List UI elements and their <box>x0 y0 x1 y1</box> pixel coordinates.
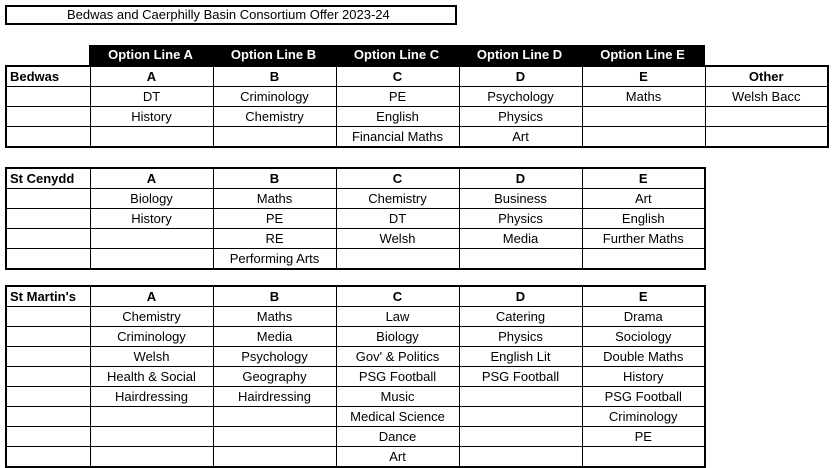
subject-cell: Health & Social <box>90 367 213 387</box>
subject-cell: History <box>582 367 705 387</box>
subject-cell: PE <box>336 87 459 107</box>
subject-cell: Catering <box>459 307 582 327</box>
table-row <box>6 447 705 468</box>
subject-cell: English <box>582 209 705 229</box>
subject-cell: Criminology <box>90 327 213 347</box>
subject-cell: Biology <box>90 189 213 209</box>
subject-cell <box>90 427 213 447</box>
subject-cell: History <box>90 209 213 229</box>
column-header: C <box>336 66 459 87</box>
subject-cell: PSG Football <box>582 387 705 407</box>
subject-cell: Drama <box>582 307 705 327</box>
subject-cell: Chemistry <box>213 107 336 127</box>
subject-cell: Art <box>336 447 459 468</box>
subject-cell <box>459 407 582 427</box>
subject-cell: Psychology <box>459 87 582 107</box>
subject-cell: Criminology <box>213 87 336 107</box>
subject-cell: History <box>90 107 213 127</box>
subject-cell <box>459 387 582 407</box>
table-row <box>6 229 705 249</box>
subject-cell: DT <box>336 209 459 229</box>
subject-cell: DT <box>90 87 213 107</box>
row-label-cell <box>6 347 90 367</box>
subject-cell: English <box>336 107 459 127</box>
subject-cell: Chemistry <box>90 307 213 327</box>
row-label-cell <box>6 447 90 468</box>
subject-cell <box>90 249 213 270</box>
subject-cell: Business <box>459 189 582 209</box>
column-header: D <box>459 66 582 87</box>
table-row <box>6 249 705 270</box>
column-header: E <box>582 66 705 87</box>
table-row <box>6 347 705 367</box>
subject-cell: Psychology <box>213 347 336 367</box>
subject-cell: PE <box>582 427 705 447</box>
subject-cell: Chemistry <box>336 189 459 209</box>
st-cenydd-table <box>5 167 706 270</box>
subject-cell <box>90 127 213 148</box>
row-label-cell <box>6 327 90 347</box>
subject-cell: Physics <box>459 209 582 229</box>
subject-cell <box>582 447 705 468</box>
column-header: A <box>90 66 213 87</box>
subject-cell: Sociology <box>582 327 705 347</box>
subject-cell: Art <box>459 127 582 148</box>
subject-cell: Maths <box>213 189 336 209</box>
subject-cell <box>705 127 828 148</box>
subject-cell: Media <box>213 327 336 347</box>
subject-cell <box>213 407 336 427</box>
table-row <box>6 367 705 387</box>
document-title: Bedwas and Caerphilly Basin Consortium Offer 2023-24 <box>5 5 457 25</box>
subject-cell <box>90 229 213 249</box>
row-label-cell <box>6 427 90 447</box>
row-label-cell <box>6 367 90 387</box>
column-header: Other <box>705 66 828 87</box>
subject-cell <box>213 447 336 468</box>
table-row <box>6 107 828 127</box>
subject-cell <box>90 447 213 468</box>
row-label-cell <box>6 407 90 427</box>
subject-cell <box>582 107 705 127</box>
column-header: C <box>336 286 459 307</box>
subject-cell <box>582 127 705 148</box>
table-row <box>6 189 705 209</box>
subject-cell: Dance <box>336 427 459 447</box>
subject-cell: Performing Arts <box>213 249 336 270</box>
table-row <box>6 407 705 427</box>
subject-cell <box>213 427 336 447</box>
column-header: B <box>213 66 336 87</box>
subject-cell <box>90 407 213 427</box>
subject-cell <box>336 249 459 270</box>
column-header: A <box>90 286 213 307</box>
subject-cell: Physics <box>459 327 582 347</box>
subject-cell <box>459 249 582 270</box>
row-label-cell <box>6 307 90 327</box>
column-header: A <box>90 168 213 189</box>
subject-cell: Welsh <box>90 347 213 367</box>
st-martins-table <box>5 285 706 468</box>
subject-cell: Hairdressing <box>213 387 336 407</box>
subject-cell: Art <box>582 189 705 209</box>
table-row <box>6 307 705 327</box>
subject-cell: Welsh Bacc <box>705 87 828 107</box>
option-line-a: Option Line A <box>108 47 193 62</box>
table-row <box>6 387 705 407</box>
option-line-d: Option Line D <box>476 47 563 62</box>
row-label-cell <box>6 209 90 229</box>
option-line-c: Option Line C <box>353 47 440 62</box>
column-header: D <box>459 286 582 307</box>
column-header: C <box>336 168 459 189</box>
subject-cell: Welsh <box>336 229 459 249</box>
subject-cell: Gov' & Politics <box>336 347 459 367</box>
subject-cell: Music <box>336 387 459 407</box>
option-line-e: Option Line E <box>600 47 685 62</box>
school-header-row <box>6 286 705 307</box>
subject-cell: Hairdressing <box>90 387 213 407</box>
subject-cell: Maths <box>213 307 336 327</box>
subject-cell <box>459 447 582 468</box>
subject-cell: Physics <box>459 107 582 127</box>
subject-cell: Further Maths <box>582 229 705 249</box>
school-header-row <box>6 168 705 189</box>
school-name: Bedwas <box>6 66 90 87</box>
row-label-cell <box>6 189 90 209</box>
subject-cell: Maths <box>582 87 705 107</box>
subject-cell: Law <box>336 307 459 327</box>
subject-cell: Criminology <box>582 407 705 427</box>
subject-cell: RE <box>213 229 336 249</box>
bedwas-table <box>5 65 829 148</box>
subject-cell: Financial Maths <box>336 127 459 148</box>
subject-cell: Double Maths <box>582 347 705 367</box>
school-header-row <box>6 66 828 87</box>
row-label-cell <box>6 107 90 127</box>
subject-cell: Geography <box>213 367 336 387</box>
column-header: B <box>213 286 336 307</box>
subject-cell: PSG Football <box>336 367 459 387</box>
subject-cell <box>459 427 582 447</box>
row-label-cell <box>6 387 90 407</box>
table-row <box>6 127 828 148</box>
school-name: St Martin's <box>6 286 90 307</box>
table-row <box>6 209 705 229</box>
subject-cell: English Lit <box>459 347 582 367</box>
school-name: St Cenydd <box>6 168 90 189</box>
row-label-cell <box>6 249 90 270</box>
option-line-header <box>89 45 705 65</box>
table-row <box>6 87 828 107</box>
subject-cell: Biology <box>336 327 459 347</box>
row-label-cell <box>6 87 90 107</box>
column-header: D <box>459 168 582 189</box>
subject-cell: PE <box>213 209 336 229</box>
column-header: B <box>213 168 336 189</box>
subject-cell: Medical Science <box>336 407 459 427</box>
subject-cell: PSG Football <box>459 367 582 387</box>
option-line-b: Option Line B <box>230 47 317 62</box>
subject-cell <box>582 249 705 270</box>
subject-cell: Media <box>459 229 582 249</box>
row-label-cell <box>6 229 90 249</box>
row-label-cell <box>6 127 90 148</box>
column-header: E <box>582 168 705 189</box>
subject-cell <box>705 107 828 127</box>
subject-cell <box>213 127 336 148</box>
table-row <box>6 327 705 347</box>
table-row <box>6 427 705 447</box>
column-header: E <box>582 286 705 307</box>
